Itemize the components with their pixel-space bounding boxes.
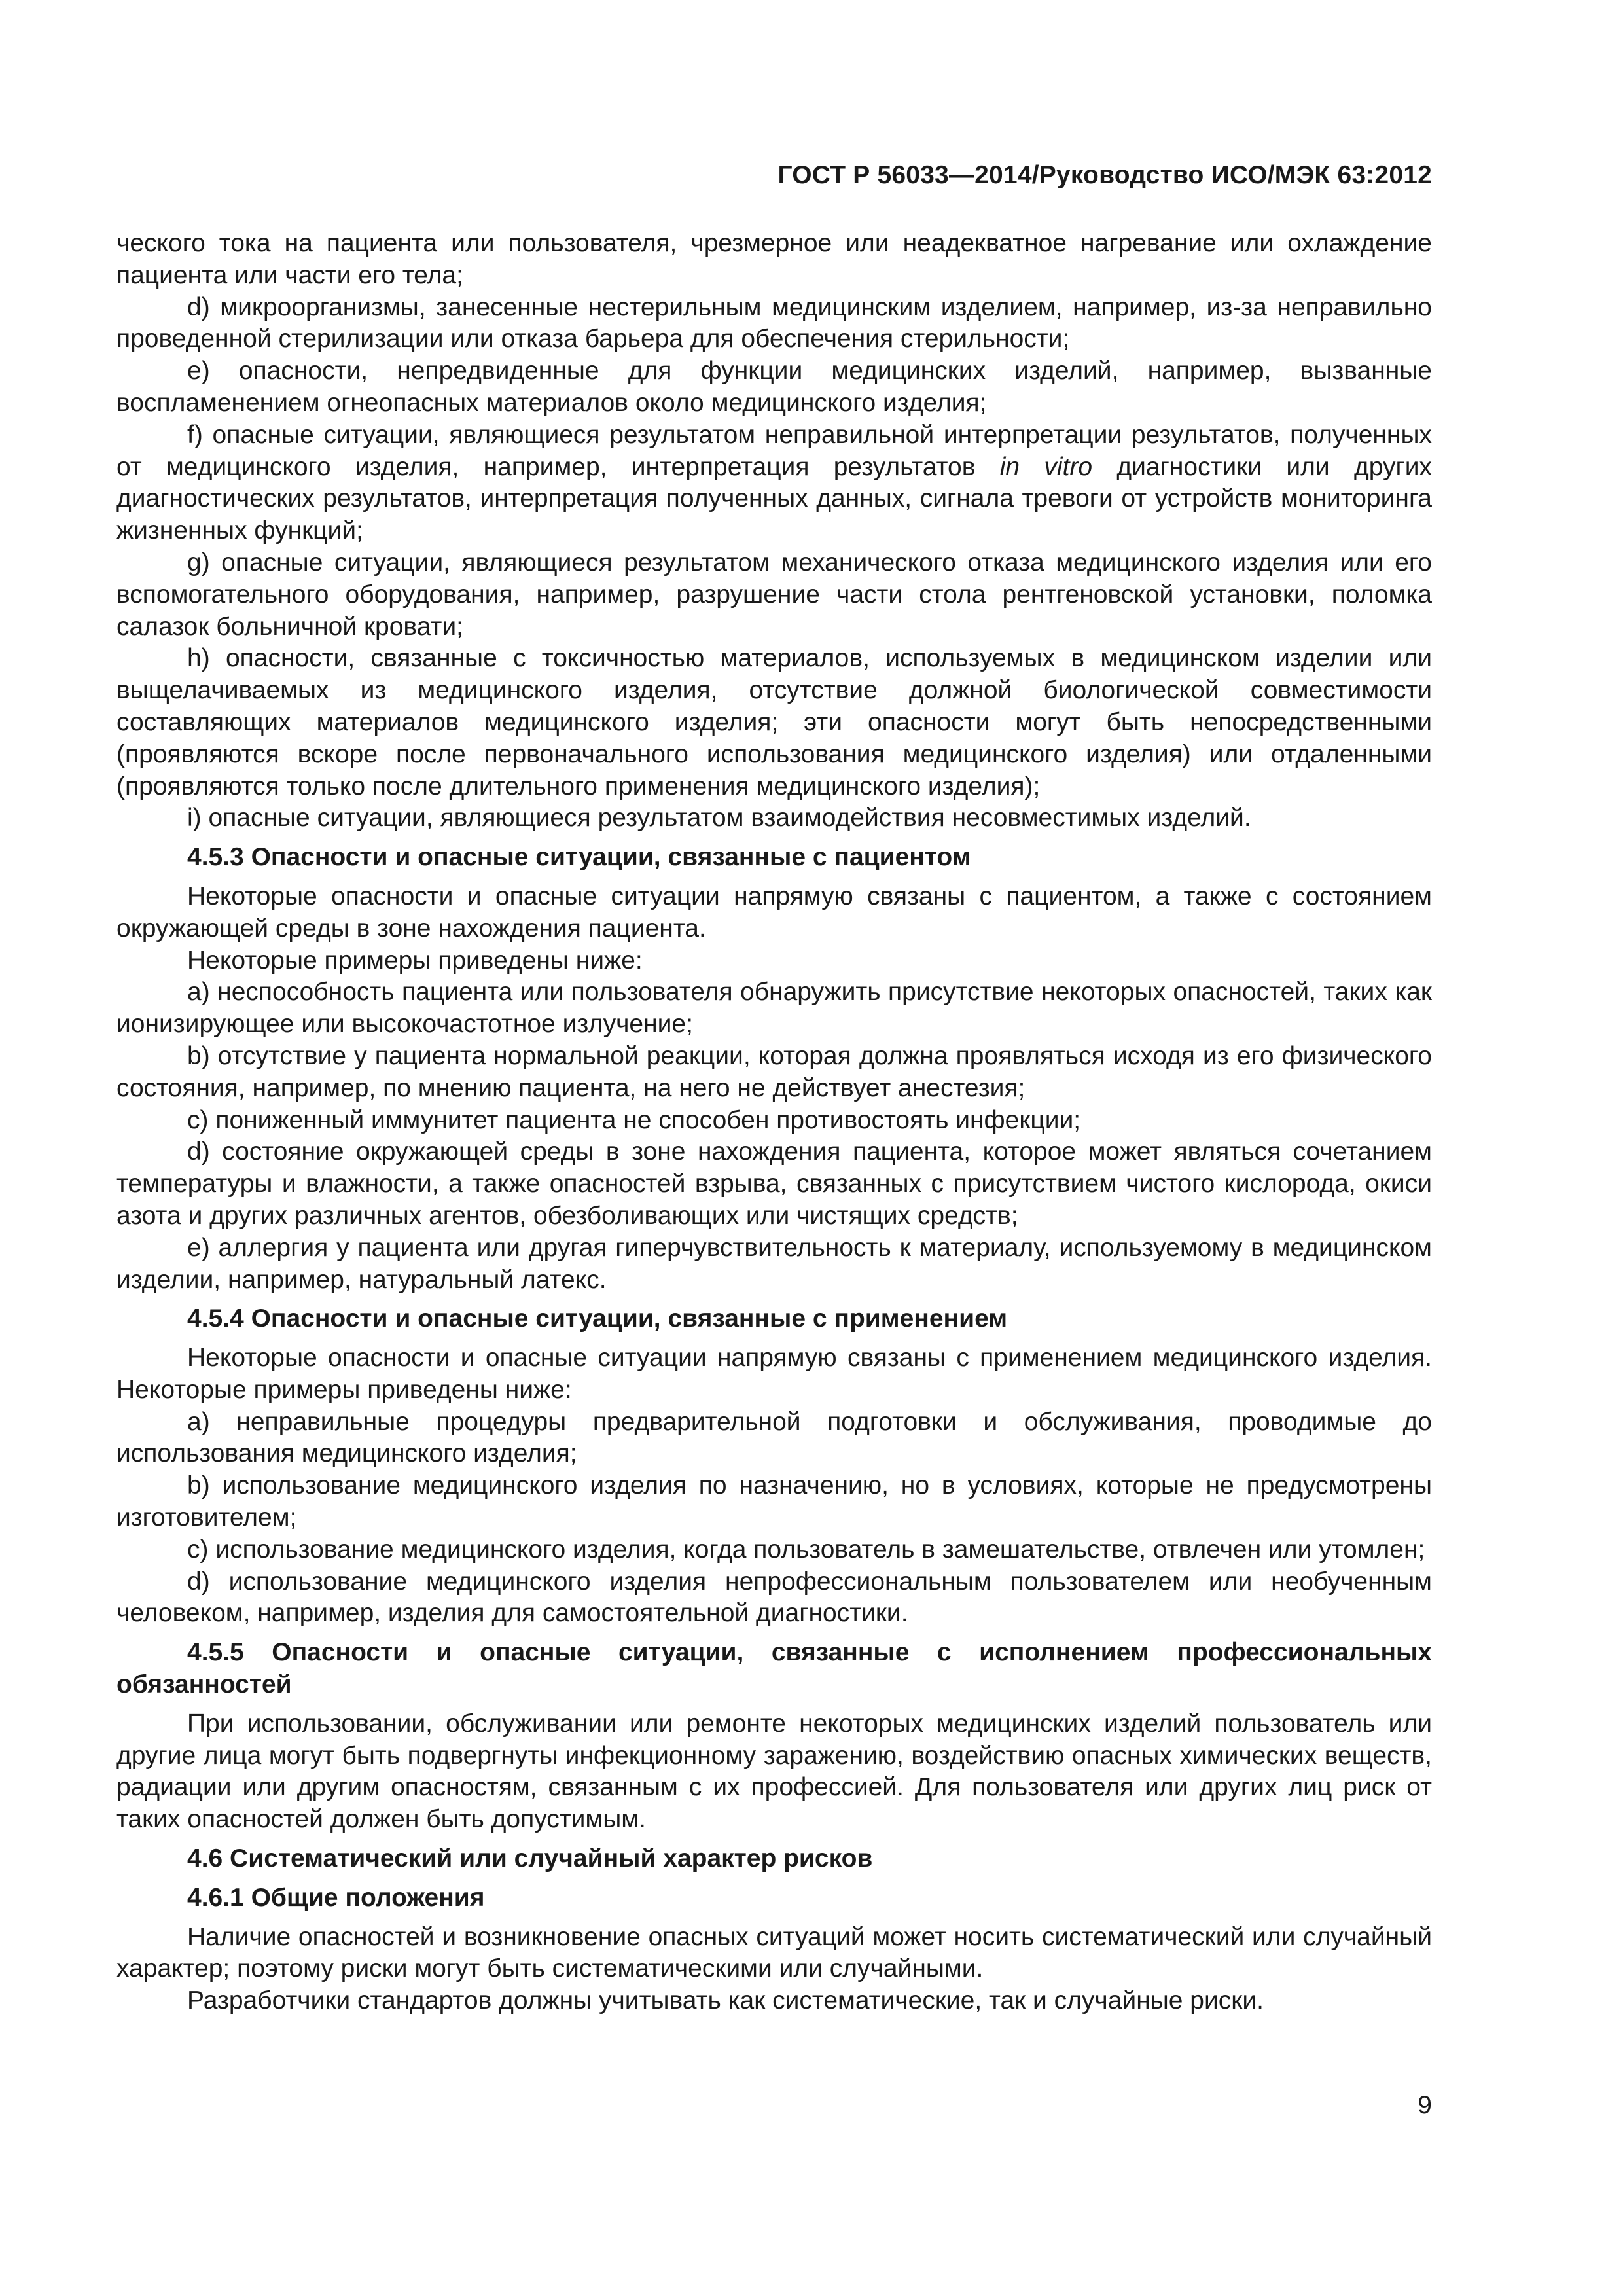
list-item-b: b) отсутствие у пациента нормальной реакции, которая должна проявляться исходя из его физического состояния, например, по мнению пациента, на него не действует анестезия; [116,1041,1432,1102]
list-item-a: a) неспособность пациента или пользователя обнаружить присутствие некоторых опасностей, таких как ионизирующее или высокочастотное излучение; [116,978,1432,1039]
paragraph: Наличие опасностей и возникновение опасных ситуаций может носить систематический или случайный характер; поэтому риски могут быть систематическими или случайными. [116,1922,1432,1983]
paragraph: Некоторые опасности и опасные ситуации напрямую связаны с пациентом, а также с состоянием окружающей среды в зоне нахождения пациента. [116,882,1432,942]
list-item-a: a) неправильные процедуры предварительной подготовки и обслуживания, проводимые до использования медицинского изделия; [116,1407,1432,1468]
list-item-e: e) опасности, непредвиденные для функции медицинских изделий, например, вызванные воспламенением огнеопасных материалов около медицинского изделия; [116,357,1432,417]
section-heading-4-5-4: 4.5.4 Опасности и опасные ситуации, связанные с применением [187,1304,1008,1333]
section-heading-4-5-5: 4.5.5 Опасности и опасные ситуации, связанные с исполнением профессиональных обязанностей [116,1638,1432,1699]
list-item-f-text-a: f) опасные ситуации, являющиеся результатом неправильной интерпретации результатов, полученных от медицинского изделия, например, интерпретация результатов [116,420,1432,481]
paragraph: Некоторые примеры приведены ниже: [187,946,643,975]
list-item-d: d) состояние окружающей среды в зоне нахождения пациента, которое может являться сочетанием температуры и влажности, а также опасностей взрыва, связанных с присутствием чистого кислорода, окиси азота и других различных агентов, обезболивающих или чистящих средств; [116,1138,1432,1230]
list-item-c: c) пониженный иммунитет пациента не способен противостоять инфекции; [187,1105,1081,1134]
paragraph-continuation: ческого тока на пациента или пользователя, чрезмерное или неадекватное нагревание или охлаждение пациента или части его тела; [116,229,1432,289]
paragraph: Некоторые опасности и опасные ситуации напрямую связаны с применением медицинского изделия. Некоторые примеры приведены ниже: [116,1344,1432,1404]
list-item-e: e) аллергия у пациента или другая гиперчувствительность к материалу, используемому в медицинском изделии, например, натуральный латекс. [116,1233,1432,1294]
document-header: ГОСТ Р 56033—2014/Руководство ИСО/МЭК 63:2012 [777,161,1432,189]
page-number: 9 [1418,2091,1432,2119]
list-item-f [116,420,1432,547]
document-body [116,228,1432,2017]
paragraph: При использовании, обслуживании или ремонте некоторых медицинских изделий пользователь или другие лица могут быть подвергнуты инфекционному заражению, воздействию опасных химических веществ, радиации или другим опасностям, связанным с их профессией. Для пользователя или других лиц риск от таких опасностей должен быть допустимым. [116,1709,1432,1834]
document-page [116,0,1432,2296]
paragraph: Разработчики стандартов должны учитывать как систематические, так и случайные риски. [187,1986,1264,2015]
list-item-h: h) опасности, связанные с токсичностью материалов, используемых в медицинском изделии или выщелачиваемых из медицинского изделия, отсутствие должной биологической совместимости составляющих материалов медицинского изделия; эти опасности могут быть непосредственными (проявляются вскоре после первоначального использования медицинского изделия) или отдаленными (проявляются только после длительного применения медицинского изделия); [116,644,1432,800]
list-item-d: d) использование медицинского изделия непрофессиональным пользователем или необученным человеком, например, изделия для самостоятельной диагностики. [116,1567,1432,1628]
list-item-g: g) опасные ситуации, являющиеся результатом механического отказа медицинского изделия или его вспомогательного оборудования, например, разрушение части стола рентгеновской установки, поломка салазок больничной кровати; [116,548,1432,641]
list-item-c: c) использование медицинского изделия, когда пользователь в замешательстве, отвлечен или утомлен; [187,1535,1425,1564]
section-heading-4-5-3: 4.5.3 Опасности и опасные ситуации, связанные с пациентом [187,843,971,872]
section-heading-4-6: 4.6 Систематический или случайный характер рисков [187,1844,873,1873]
in-vitro-term: in vitro [999,452,1093,481]
list-item-f-text-b: диагностики или других диагностических результатов, интерпретация полученных данных, сигнала тревоги от устройств мониторинга жизненных функций; [116,452,1432,545]
list-item-i: i) опасные ситуации, являющиеся результатом взаимодействия несовместимых изделий. [187,804,1251,833]
list-item-b: b) использование медицинского изделия по назначению, но в условиях, которые не предусмотрены изготовителем; [116,1471,1432,1532]
section-heading-4-6-1: 4.6.1 Общие положения [187,1883,485,1912]
list-item-d: d) микроорганизмы, занесенные нестерильным медицинским изделием, например, из-за неправильно проведенной стерилизации или отказа барьера для обеспечения стерильности; [116,293,1432,353]
